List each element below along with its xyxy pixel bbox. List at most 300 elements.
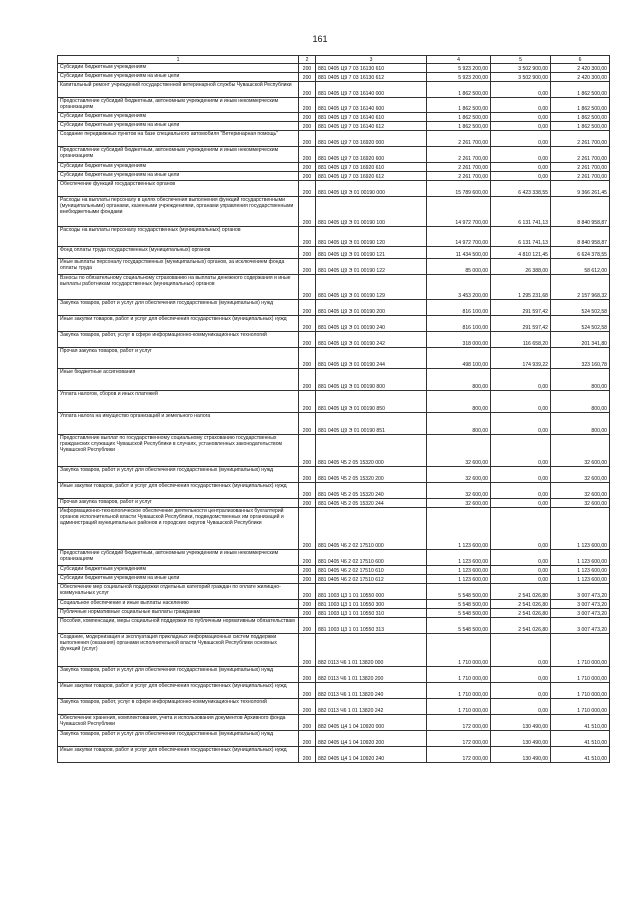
- row-col5-cell: 0,00: [491, 634, 551, 667]
- row-col5-cell: 26 388,00: [491, 259, 551, 275]
- row-name-cell: Уплата налога на имущество организаций и земельного налога: [58, 413, 299, 435]
- row-col5-cell: 0,00: [491, 699, 551, 715]
- row-col5-cell: 0,00: [491, 131, 551, 147]
- row-name-cell: Пособия, компенсации, меры социальной поддержки по публичным нормативным обязательствам: [58, 618, 299, 634]
- table-row: [58, 113, 610, 122]
- row-name-cell: Создание, модернизация и эксплуатация прикладных информационных систем поддержки выполнения (оказания) органами исполнительной власти Чувашской Республики основных функций (услуг): [58, 634, 299, 667]
- row-col2-cell: 200: [299, 683, 316, 699]
- row-name-cell: Субсидии бюджетным учреждениям на иные цели: [58, 172, 299, 181]
- row-code-cell: 881 1003 Ц3 1 01 10550 300: [316, 600, 427, 609]
- table-row: [58, 73, 610, 82]
- row-col4-cell: 800,00: [427, 369, 491, 391]
- table-row: [58, 122, 610, 131]
- row-code-cell: 881 0405 Ц9 Э 01 00190 800: [316, 369, 427, 391]
- table-row: [58, 147, 610, 163]
- table-row: [58, 609, 610, 618]
- row-col2-cell: 200: [299, 483, 316, 499]
- row-col2-cell: 200: [299, 247, 316, 259]
- row-col4-cell: 11 434 500,00: [427, 247, 491, 259]
- row-col5-cell: 291 597,42: [491, 300, 551, 316]
- row-col5-cell: 0,00: [491, 550, 551, 566]
- table-row: [58, 747, 610, 763]
- row-col2-cell: 200: [299, 508, 316, 550]
- row-col4-cell: 1 123 600,00: [427, 508, 491, 550]
- row-code-cell: 882 0113 Ч6 1 01 13820 200: [316, 667, 427, 683]
- row-col2-cell: 200: [299, 275, 316, 300]
- table-row: [58, 172, 610, 181]
- row-col6-cell: 800,00: [551, 391, 610, 413]
- row-col4-cell: 1 123 600,00: [427, 566, 491, 575]
- row-col4-cell: 3 453 200,00: [427, 275, 491, 300]
- row-code-cell: 881 0405 Ц9 7 03 16920 612: [316, 172, 427, 181]
- row-code-cell: 881 0405 Ч6 2 02 17510 000: [316, 508, 427, 550]
- table-row: [58, 247, 610, 259]
- table-row: [58, 699, 610, 715]
- row-name-cell: Закупка товаров, работ и услуг для обеспечения государственных (муниципальных) нужд: [58, 731, 299, 747]
- row-col5-cell: 0,00: [491, 163, 551, 172]
- table-row: [58, 259, 610, 275]
- row-col6-cell: 32 600,00: [551, 483, 610, 499]
- row-name-cell: Информационно-технологическое обеспечение деятельности централизованных бухгалтерий органов исполнительной власти Чувашской Республики, подведомственных им организаций и администраций муниципальных районов и городских округов Чувашской Республики: [58, 508, 299, 550]
- table-row: [58, 467, 610, 483]
- row-col4-cell: 1 862 500,00: [427, 122, 491, 131]
- row-name-cell: Прочая закупка товаров, работ и услуг: [58, 348, 299, 369]
- row-col4-cell: 32 600,00: [427, 435, 491, 467]
- row-col2-cell: 200: [299, 699, 316, 715]
- row-col6-cell: 1 710 000,00: [551, 667, 610, 683]
- row-code-cell: 882 0113 Ч6 1 01 13820 240: [316, 683, 427, 699]
- row-col6-cell: 41 510,00: [551, 715, 610, 731]
- row-col2-cell: 200: [299, 131, 316, 147]
- row-col4-cell: 5 548 500,00: [427, 609, 491, 618]
- row-col4-cell: 32 600,00: [427, 483, 491, 499]
- row-col2-cell: 200: [299, 181, 316, 197]
- row-code-cell: 881 0405 Ц9 7 03 16140 000: [316, 82, 427, 98]
- row-col6-cell: 8 840 958,87: [551, 227, 610, 247]
- table-row: [58, 634, 610, 667]
- row-name-cell: Публичные нормативные социальные выплаты гражданам: [58, 609, 299, 618]
- column-header: 1: [58, 56, 299, 64]
- row-col5-cell: 1 295 231,68: [491, 275, 551, 300]
- table-row: [58, 483, 610, 499]
- row-col6-cell: 1 862 500,00: [551, 98, 610, 113]
- row-col4-cell: 1 862 500,00: [427, 82, 491, 98]
- row-name-cell: Иные выплаты персоналу государственных (муниципальных) органов, за исключением фонда оплаты труда: [58, 259, 299, 275]
- table-row: [58, 584, 610, 600]
- row-col6-cell: 2 261 700,00: [551, 172, 610, 181]
- row-col5-cell: 0,00: [491, 413, 551, 435]
- row-col2-cell: 200: [299, 73, 316, 82]
- row-col2-cell: 200: [299, 566, 316, 575]
- table-row: [58, 435, 610, 467]
- row-col5-cell: 0,00: [491, 483, 551, 499]
- row-name-cell: Предоставление выплат по государственному социальному страхованию государственных гражданских служащих Чувашской Республики в случаях, установленных законодательством Чувашской Республики: [58, 435, 299, 467]
- row-col5-cell: 0,00: [491, 391, 551, 413]
- row-code-cell: 881 1003 Ц3 1 01 10550 313: [316, 618, 427, 634]
- row-col5-cell: 0,00: [491, 147, 551, 163]
- row-col5-cell: 0,00: [491, 113, 551, 122]
- row-code-cell: 882 0405 Ц4 1 04 10920 000: [316, 715, 427, 731]
- row-col5-cell: 130 490,00: [491, 747, 551, 763]
- row-name-cell: Капитальный ремонт учреждений государственной ветеринарной службы Чувашской Республики: [58, 82, 299, 98]
- row-name-cell: Уплата налогов, сборов и иных платежей: [58, 391, 299, 413]
- row-col2-cell: 200: [299, 467, 316, 483]
- row-col4-cell: 5 548 500,00: [427, 618, 491, 634]
- row-col2-cell: 200: [299, 715, 316, 731]
- row-col6-cell: 32 600,00: [551, 499, 610, 508]
- row-col5-cell: 2 541 026,80: [491, 600, 551, 609]
- table-row: [58, 316, 610, 332]
- row-code-cell: 881 0405 Ц9 7 03 16130 610: [316, 64, 427, 73]
- table-row: [58, 566, 610, 575]
- row-col4-cell: 172 000,00: [427, 747, 491, 763]
- row-name-cell: Предоставление субсидий бюджетным, автономным учреждениям и иным некоммерческим организациям: [58, 147, 299, 163]
- table-row: [58, 348, 610, 369]
- row-col4-cell: 5 548 500,00: [427, 584, 491, 600]
- table-row: [58, 197, 610, 227]
- row-name-cell: Субсидии бюджетным учреждениям на иные цели: [58, 73, 299, 82]
- row-name-cell: Иные закупки товаров, работ и услуг для обеспечения государственных (муниципальных) нужд: [58, 683, 299, 699]
- row-col6-cell: 2 420 300,00: [551, 64, 610, 73]
- row-col4-cell: 498 100,00: [427, 348, 491, 369]
- row-col2-cell: 200: [299, 259, 316, 275]
- row-name-cell: Взносы по обязательному социальному страхованию на выплаты денежного содержания и иные выплаты работникам государственных (муниципальных) органов: [58, 275, 299, 300]
- row-col4-cell: 172 000,00: [427, 715, 491, 731]
- row-col6-cell: 8 840 958,87: [551, 197, 610, 227]
- row-col6-cell: 2 261 700,00: [551, 163, 610, 172]
- row-col2-cell: 200: [299, 197, 316, 227]
- row-col4-cell: 1 123 600,00: [427, 575, 491, 584]
- row-col2-cell: 200: [299, 391, 316, 413]
- row-col5-cell: 3 502 900,00: [491, 73, 551, 82]
- table-row: [58, 667, 610, 683]
- row-name-cell: Субсидии бюджетным учреждениям: [58, 566, 299, 575]
- row-col4-cell: 318 000,00: [427, 332, 491, 348]
- row-col5-cell: 2 541 026,80: [491, 584, 551, 600]
- row-col4-cell: 1 862 500,00: [427, 98, 491, 113]
- row-col4-cell: 1 123 600,00: [427, 550, 491, 566]
- row-code-cell: 881 0405 Ч5 2 05 15320 240: [316, 483, 427, 499]
- row-col5-cell: 0,00: [491, 575, 551, 584]
- row-col2-cell: 200: [299, 731, 316, 747]
- row-col4-cell: 5 548 500,00: [427, 600, 491, 609]
- table-row: [58, 98, 610, 113]
- row-col6-cell: 800,00: [551, 413, 610, 435]
- table-row: [58, 550, 610, 566]
- row-code-cell: 881 0405 Ч6 2 02 17510 600: [316, 550, 427, 566]
- budget-table: [57, 55, 610, 763]
- row-col2-cell: 200: [299, 163, 316, 172]
- row-col5-cell: 0,00: [491, 683, 551, 699]
- page-number: 161: [312, 34, 328, 44]
- row-col2-cell: 200: [299, 609, 316, 618]
- row-col2-cell: 200: [299, 369, 316, 391]
- row-code-cell: 881 0405 Ч5 2 05 15320 244: [316, 499, 427, 508]
- row-col6-cell: 1 710 000,00: [551, 634, 610, 667]
- row-col6-cell: 2 261 700,00: [551, 147, 610, 163]
- row-col4-cell: 5 923 200,00: [427, 64, 491, 73]
- row-code-cell: 882 0405 Ц4 1 04 10920 240: [316, 747, 427, 763]
- row-col6-cell: 323 160,78: [551, 348, 610, 369]
- row-col2-cell: 200: [299, 747, 316, 763]
- row-col2-cell: 200: [299, 413, 316, 435]
- row-name-cell: Закупка товаров, работ, услуг в сфере информационно-коммуникационных технологий: [58, 699, 299, 715]
- row-col6-cell: 3 007 473,20: [551, 618, 610, 634]
- table-row: [58, 131, 610, 147]
- row-col6-cell: 1 710 000,00: [551, 683, 610, 699]
- table-row: [58, 82, 610, 98]
- row-col4-cell: 2 261 700,00: [427, 172, 491, 181]
- row-col6-cell: 1 123 600,00: [551, 566, 610, 575]
- table-row: [58, 64, 610, 73]
- row-col6-cell: 524 502,58: [551, 316, 610, 332]
- row-name-cell: Закупка товаров, работ и услуг для обеспечения государственных (муниципальных) нужд: [58, 300, 299, 316]
- row-col6-cell: 201 341,80: [551, 332, 610, 348]
- row-name-cell: Предоставление субсидий бюджетным, автономным учреждениям и иным некоммерческим организациям: [58, 98, 299, 113]
- table-row: [58, 413, 610, 435]
- row-col2-cell: 200: [299, 113, 316, 122]
- row-name-cell: Предоставление субсидий бюджетным, автономным учреждениям и иным некоммерческим организациям: [58, 550, 299, 566]
- row-code-cell: 881 0405 Ц9 Э 01 00190 000: [316, 181, 427, 197]
- row-col6-cell: 9 366 261,45: [551, 181, 610, 197]
- row-code-cell: 881 0405 Ц9 7 03 16140 600: [316, 98, 427, 113]
- row-col5-cell: 130 490,00: [491, 715, 551, 731]
- table-row: [58, 575, 610, 584]
- row-name-cell: Социальное обеспечение и иные выплаты населению: [58, 600, 299, 609]
- row-col2-cell: 200: [299, 98, 316, 113]
- row-col6-cell: 3 007 473,20: [551, 609, 610, 618]
- row-col2-cell: 200: [299, 300, 316, 316]
- row-name-cell: Иные бюджетные ассигнования: [58, 369, 299, 391]
- row-col6-cell: 800,00: [551, 369, 610, 391]
- column-header: 6: [551, 56, 610, 64]
- row-col4-cell: 2 261 700,00: [427, 147, 491, 163]
- row-col5-cell: 6 423 338,55: [491, 181, 551, 197]
- row-col4-cell: 14 972 700,00: [427, 197, 491, 227]
- row-col5-cell: 0,00: [491, 467, 551, 483]
- row-col5-cell: 116 658,20: [491, 332, 551, 348]
- row-col2-cell: 200: [299, 348, 316, 369]
- row-code-cell: 881 0405 Ц9 7 03 16130 612: [316, 73, 427, 82]
- table-row: [58, 715, 610, 731]
- row-col6-cell: 3 007 473,20: [551, 584, 610, 600]
- row-col6-cell: 1 710 000,00: [551, 699, 610, 715]
- table-row: [58, 300, 610, 316]
- row-name-cell: Иные закупки товаров, работ и услуг для обеспечения государственных (муниципальных) нужд: [58, 747, 299, 763]
- row-col2-cell: 200: [299, 64, 316, 73]
- column-header: 4: [427, 56, 491, 64]
- row-col5-cell: 3 502 900,00: [491, 64, 551, 73]
- row-col5-cell: 0,00: [491, 369, 551, 391]
- row-code-cell: 881 1003 Ц3 1 01 10550 310: [316, 609, 427, 618]
- row-code-cell: 881 0405 Ц9 Э 01 00190 244: [316, 348, 427, 369]
- row-name-cell: Обеспечение мер социальной поддержки отдельных категорий граждан по оплате жилищно-коммунальных услуг: [58, 584, 299, 600]
- row-code-cell: 881 0405 Ц9 Э 01 00190 850: [316, 391, 427, 413]
- row-col6-cell: 2 157 968,32: [551, 275, 610, 300]
- row-col4-cell: 5 923 200,00: [427, 73, 491, 82]
- table-row: [58, 600, 610, 609]
- row-code-cell: 881 0405 Ц9 Э 01 00190 242: [316, 332, 427, 348]
- row-code-cell: 881 0405 Ц9 Э 01 00190 129: [316, 275, 427, 300]
- column-header: 2: [299, 56, 316, 64]
- row-name-cell: Иные закупки товаров, работ и услуг для обеспечения государственных (муниципальных) нужд: [58, 483, 299, 499]
- row-col2-cell: 200: [299, 82, 316, 98]
- row-col5-cell: 6 131 741,13: [491, 227, 551, 247]
- row-col6-cell: 1 862 500,00: [551, 113, 610, 122]
- table-row: [58, 683, 610, 699]
- row-code-cell: 881 0405 Ц9 7 03 16920 600: [316, 147, 427, 163]
- row-col6-cell: 32 600,00: [551, 435, 610, 467]
- table-row: [58, 618, 610, 634]
- row-code-cell: 881 1003 Ц3 1 01 10550 000: [316, 584, 427, 600]
- row-col4-cell: 32 600,00: [427, 467, 491, 483]
- row-col4-cell: 14 972 700,00: [427, 227, 491, 247]
- row-code-cell: 881 0405 Ч5 2 05 15320 000: [316, 435, 427, 467]
- row-col4-cell: 1 710 000,00: [427, 634, 491, 667]
- row-col6-cell: 2 420 300,00: [551, 73, 610, 82]
- row-col2-cell: 200: [299, 147, 316, 163]
- row-col6-cell: 1 123 600,00: [551, 508, 610, 550]
- row-code-cell: 881 0405 Ц9 Э 01 00190 122: [316, 259, 427, 275]
- table-header-row: [58, 56, 610, 64]
- row-col6-cell: 1 123 600,00: [551, 550, 610, 566]
- row-code-cell: 882 0113 Ч6 1 01 13820 242: [316, 699, 427, 715]
- row-col2-cell: 200: [299, 550, 316, 566]
- row-col6-cell: 2 261 700,00: [551, 131, 610, 147]
- row-col4-cell: 85 000,00: [427, 259, 491, 275]
- row-name-cell: Создание передвижных пунктов на базе специального автомобиля "Ветеринарная помощь": [58, 131, 299, 147]
- row-col2-cell: 200: [299, 499, 316, 508]
- row-col4-cell: 32 600,00: [427, 499, 491, 508]
- row-col6-cell: 41 510,00: [551, 731, 610, 747]
- row-col2-cell: 200: [299, 122, 316, 131]
- table-row: [58, 275, 610, 300]
- row-col5-cell: 0,00: [491, 172, 551, 181]
- row-code-cell: 881 0405 Ч5 2 05 15320 200: [316, 467, 427, 483]
- row-col5-cell: 0,00: [491, 499, 551, 508]
- row-col4-cell: 1 710 000,00: [427, 699, 491, 715]
- row-col4-cell: 15 789 600,00: [427, 181, 491, 197]
- row-col6-cell: 1 862 500,00: [551, 82, 610, 98]
- row-name-cell: Субсидии бюджетным учреждениям на иные цели: [58, 575, 299, 584]
- row-code-cell: 881 0405 Ц9 Э 01 00190 851: [316, 413, 427, 435]
- row-col2-cell: 200: [299, 600, 316, 609]
- row-col5-cell: 174 939,22: [491, 348, 551, 369]
- row-col4-cell: 2 261 700,00: [427, 163, 491, 172]
- table-row: [58, 499, 610, 508]
- row-col5-cell: 6 131 741,13: [491, 197, 551, 227]
- row-col4-cell: 800,00: [427, 391, 491, 413]
- row-col5-cell: 2 541 026,80: [491, 609, 551, 618]
- row-name-cell: Субсидии бюджетным учреждениям: [58, 64, 299, 73]
- row-col5-cell: 291 597,42: [491, 316, 551, 332]
- row-col5-cell: 0,00: [491, 98, 551, 113]
- row-col6-cell: 524 502,58: [551, 300, 610, 316]
- row-col4-cell: 1 710 000,00: [427, 667, 491, 683]
- row-code-cell: 881 0405 Ц9 7 03 16140 610: [316, 113, 427, 122]
- row-col6-cell: 32 600,00: [551, 467, 610, 483]
- row-col2-cell: 200: [299, 172, 316, 181]
- row-code-cell: 881 0405 Ц9 7 03 16920 610: [316, 163, 427, 172]
- row-col2-cell: 200: [299, 332, 316, 348]
- row-col6-cell: 58 612,00: [551, 259, 610, 275]
- row-name-cell: Прочая закупка товаров, работ и услуг: [58, 499, 299, 508]
- row-name-cell: Обеспечение функций государственных органов: [58, 181, 299, 197]
- row-col6-cell: 41 510,00: [551, 747, 610, 763]
- row-col2-cell: 200: [299, 316, 316, 332]
- row-code-cell: 881 0405 Ц9 Э 01 00190 240: [316, 316, 427, 332]
- table-row: [58, 369, 610, 391]
- row-col5-cell: 0,00: [491, 82, 551, 98]
- row-name-cell: Субсидии бюджетным учреждениям: [58, 113, 299, 122]
- row-code-cell: 882 0405 Ц4 1 04 10920 200: [316, 731, 427, 747]
- row-col6-cell: 1 862 500,00: [551, 122, 610, 131]
- table-row: [58, 181, 610, 197]
- row-col2-cell: 200: [299, 634, 316, 667]
- row-name-cell: Закупка товаров, работ и услуг для обеспечения государственных (муниципальных) нужд: [58, 667, 299, 683]
- row-col4-cell: 172 000,00: [427, 731, 491, 747]
- column-header: 3: [316, 56, 427, 64]
- row-name-cell: Расходы на выплаты персоналу государственных (муниципальных) органов: [58, 227, 299, 247]
- row-col4-cell: 816 100,00: [427, 316, 491, 332]
- row-col5-cell: 2 541 026,80: [491, 618, 551, 634]
- row-col2-cell: 200: [299, 435, 316, 467]
- row-col5-cell: 0,00: [491, 566, 551, 575]
- row-col5-cell: 130 490,00: [491, 731, 551, 747]
- row-col2-cell: 200: [299, 618, 316, 634]
- row-code-cell: 881 0405 Ц9 7 03 16140 612: [316, 122, 427, 131]
- row-name-cell: Закупка товаров, работ, услуг в сфере информационно-коммуникационных технологий: [58, 332, 299, 348]
- row-code-cell: 881 0405 Ц9 Э 01 00190 120: [316, 227, 427, 247]
- row-col5-cell: 4 810 121,45: [491, 247, 551, 259]
- table-row: [58, 731, 610, 747]
- row-code-cell: 881 0405 Ц9 Э 01 00190 100: [316, 197, 427, 227]
- table-row: [58, 163, 610, 172]
- row-col6-cell: 1 123 600,00: [551, 575, 610, 584]
- table-row: [58, 508, 610, 550]
- row-col4-cell: 816 100,00: [427, 300, 491, 316]
- table-row: [58, 227, 610, 247]
- row-col2-cell: 200: [299, 667, 316, 683]
- row-col2-cell: 200: [299, 584, 316, 600]
- row-col5-cell: 0,00: [491, 667, 551, 683]
- row-col2-cell: 200: [299, 575, 316, 584]
- row-name-cell: Субсидии бюджетным учреждениям на иные цели: [58, 122, 299, 131]
- column-header: 5: [491, 56, 551, 64]
- row-col2-cell: 200: [299, 227, 316, 247]
- row-col5-cell: 0,00: [491, 122, 551, 131]
- row-name-cell: Закупка товаров, работ и услуг для обеспечения государственных (муниципальных) нужд: [58, 467, 299, 483]
- row-name-cell: Расходы на выплаты персоналу в целях обеспечения выполнения функций государственными (муниципальными) органами, казенными учреждениями, органами управления государственными внебюджетными фондами: [58, 197, 299, 227]
- row-col6-cell: 3 007 473,20: [551, 600, 610, 609]
- row-col4-cell: 1 862 500,00: [427, 113, 491, 122]
- row-col5-cell: 0,00: [491, 508, 551, 550]
- table-row: [58, 332, 610, 348]
- row-code-cell: 881 0405 Ч6 2 02 17510 612: [316, 575, 427, 584]
- row-code-cell: 881 0405 Ц9 Э 01 00190 200: [316, 300, 427, 316]
- row-name-cell: Иные закупки товаров, работ и услуг для обеспечения государственных (муниципальных) нужд: [58, 316, 299, 332]
- row-name-cell: Обеспечение хранения, комплектования, учета и использования документов Архивного фонда Чувашской Республики: [58, 715, 299, 731]
- row-code-cell: 881 0405 Ц9 7 03 16920 000: [316, 131, 427, 147]
- table-row: [58, 391, 610, 413]
- row-name-cell: Субсидии бюджетным учреждениям: [58, 163, 299, 172]
- row-col4-cell: 1 710 000,00: [427, 683, 491, 699]
- row-col4-cell: 2 261 700,00: [427, 131, 491, 147]
- row-col5-cell: 0,00: [491, 435, 551, 467]
- row-col4-cell: 800,00: [427, 413, 491, 435]
- row-code-cell: 882 0113 Ч6 1 01 13820 000: [316, 634, 427, 667]
- row-col6-cell: 6 624 378,55: [551, 247, 610, 259]
